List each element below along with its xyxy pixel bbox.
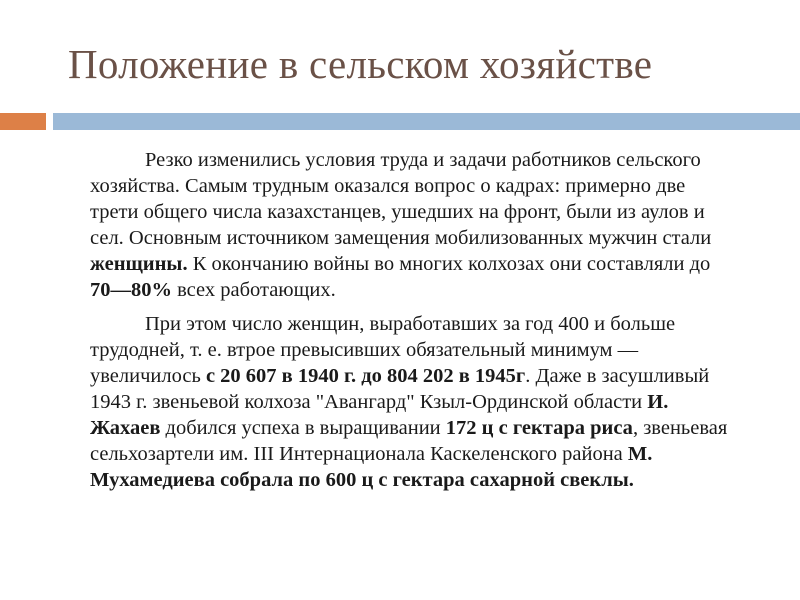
title-accent-bar (0, 113, 46, 130)
paragraph-1 (90, 147, 730, 303)
p2-text-4: , звеньевая сельхозартели им. III Интернационала Каскеленского района (90, 417, 728, 465)
p2-bold-numbers: с 20 607 в 1940 г. до 804 202 в 1945г (205, 365, 526, 387)
p2-bold-rice: 172 ц с гектара риса (445, 417, 633, 439)
slide-title: Положение в сельском хозяйстве (68, 41, 653, 87)
p1-text-2: К окончанию войны во многих колхозах они составляли до (187, 253, 711, 275)
p2-text-2: . Даже в засушливый 1943 г. звеньевой колхоза "Авангард" Кзыл-Ординской области (90, 365, 710, 413)
p2-bold-mukhamedieva: М. Мухамедиева собрала по 600 ц с гектара сахарной свеклы. (90, 443, 653, 491)
p2-text-1: При этом число женщин, выработавших за год 400 и больше трудодней, т. е. втрое превысивших обязательный минимум — увеличилось (90, 313, 676, 387)
p2-text-3: добился успеха в выращивании (160, 417, 446, 439)
p1-text-1: Резко изменились условия труда и задачи работников сельского хозяйства. Самым трудным оказался вопрос о кадрах: примерно две трети общего числа казахстанцев, ушедших на фронт, были из аулов и сел. Основным источником замещения мобилизованных мужчин стали (90, 149, 712, 249)
p1-text-3: всех работающих. (172, 279, 336, 301)
paragraph-2 (90, 311, 730, 493)
slide-body (90, 147, 730, 501)
p2-bold-zhakhaev: И. Жахаев (90, 391, 669, 439)
p1-bold-women: женщины. (90, 253, 188, 275)
title-divider-bar (53, 113, 800, 130)
p1-bold-percent: 70—80% (90, 279, 172, 301)
